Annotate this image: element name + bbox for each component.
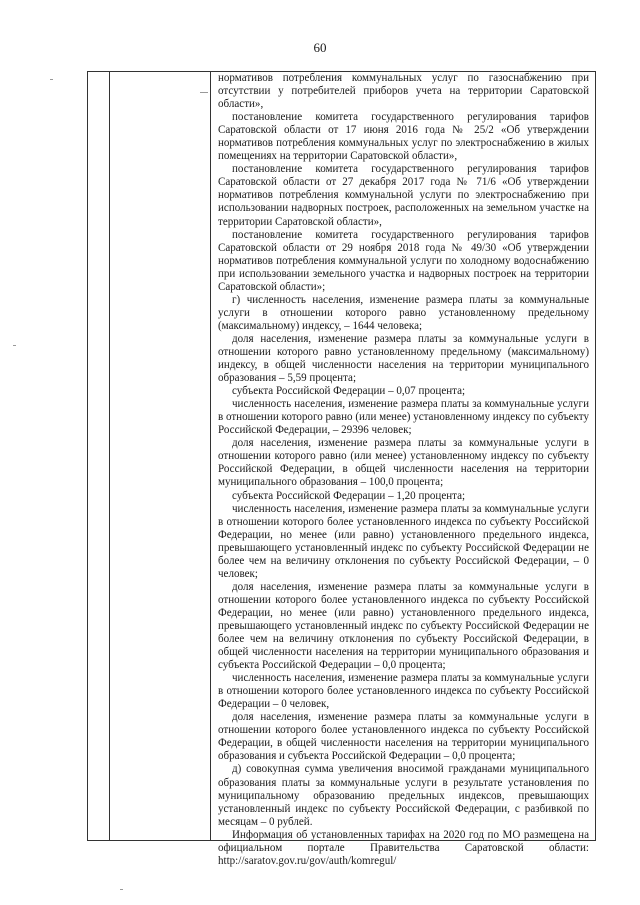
paragraph: доля населения, изменение размера платы за коммунальные услуги в отношении которого более установленного индекса по субъекту Российской Федерации, в общей численности населения на территории муниципального образования и субъекта Российской Федерации – 0,0 процента; — [218, 711, 589, 763]
paragraph: постановление комитета государственного регулирования тарифов Саратовской области от 27 декабря 2017 года № 71/6 «Об утверждении нормативов потребления коммунальной услуги по электроснабжению при использовании надворных построек, расположенных на земельном участке на территории Саратовской области», — [218, 163, 589, 228]
table-column-divider — [210, 72, 211, 840]
scan-speck — [120, 889, 123, 890]
paragraph: постановление комитета государственного регулирования тарифов Саратовской области от 29 ноября 2018 года № 49/30 «Об утверждении нормативов потребления коммунальной услуги по холодному водоснабжению при использовании земельного участка и надворных построек на территории Саратовской области»; — [218, 228, 589, 293]
paragraph: численность населения, изменение размера платы за коммунальные услуги в отношении которого более установленного индекса по субъекту Российской Федерации – 0 человек, — [218, 672, 589, 711]
paragraph: доля населения, изменение размера платы за коммунальные услуги в отношении которого равно (или менее) установленному индексу по субъекту Российской Федерации, в общей численности населения на территории муниципального образования – 100,0 процента; — [218, 437, 589, 489]
paragraph: Информация об установленных тарифах на 2020 год по МО размещена на официальном портале Правительства Саратовской области: http://saratov.gov.ru/gov/auth/komregul/ — [218, 828, 589, 867]
paragraph: численность населения, изменение размера платы за коммунальные услуги в отношении которого равно (или менее) установленному индексу по субъекту Российской Федерации, – 29396 человек; — [218, 398, 589, 437]
page-number: 60 — [313, 40, 327, 55]
document-table — [87, 71, 596, 867]
paragraph: доля населения, изменение размера платы за коммунальные услуги в отношении которого равно установленному предельному (максимальному) индексу, в общей численности населения на территории муниципального образования – 5,59 процента; — [218, 332, 589, 385]
paragraph: численность населения, изменение размера платы за коммунальные услуги в отношении которого более установленного индекса по субъекту Российской Федерации, но менее (или равно) установленного предельного индекса, превышающего установленный индекс по субъекту Российской Федерации не более чем на величину отклонения по субъекту Российской Федерации, – 0 человек; — [218, 502, 589, 580]
paragraph: д) совокупная сумма увеличения вносимой гражданами муниципального образования платы за коммунальные услуги в результате установления по муниципальному образованию предельных индексов, превышающих установленный индекс по субъекту Российской Федерации, с разбивкой по месяцам – 0 рублей. — [218, 763, 589, 828]
paragraph: субъекта Российской Федерации – 0,07 процента; — [232, 385, 466, 398]
table-text-cell — [218, 72, 589, 867]
paragraph: постановление комитета государственного регулирования тарифов Саратовской области от 17 июня 2016 года № 25/2 «Об утверждении нормативов потребления коммунальных услуг по электроснабжению в жилых помещениях на территории Саратовской области», — [218, 111, 589, 163]
scan-speck — [13, 345, 16, 346]
scan-mark — [200, 92, 208, 93]
paragraph: субъекта Российской Федерации – 1,20 процента; — [232, 489, 466, 502]
paragraph: г) численность населения, изменение размера платы за коммунальные услуги в отношении которого равно установленному предельному (максимальному) индексу, – 1644 человека; — [218, 293, 589, 332]
paragraph: доля населения, изменение размера платы за коммунальные услуги в отношении которого более установленного индекса по субъекту Российской Федерации, но менее (или равно) установленного предельного индекса, превышающего установленный индекс по субъекту Российской Федерации не более чем на величину отклонения по субъекту Российской Федерации, в общей численности населения на территории муниципального образования и субъекта Российской Федерации – 0,0 процента; — [218, 580, 589, 672]
table-column-divider — [109, 72, 110, 840]
scan-speck — [50, 79, 53, 80]
paragraph: нормативов потребления коммунальных услуг по газоснабжению при отсутствии у потребителей приборов учета на территории Саратовской области», — [218, 72, 589, 111]
